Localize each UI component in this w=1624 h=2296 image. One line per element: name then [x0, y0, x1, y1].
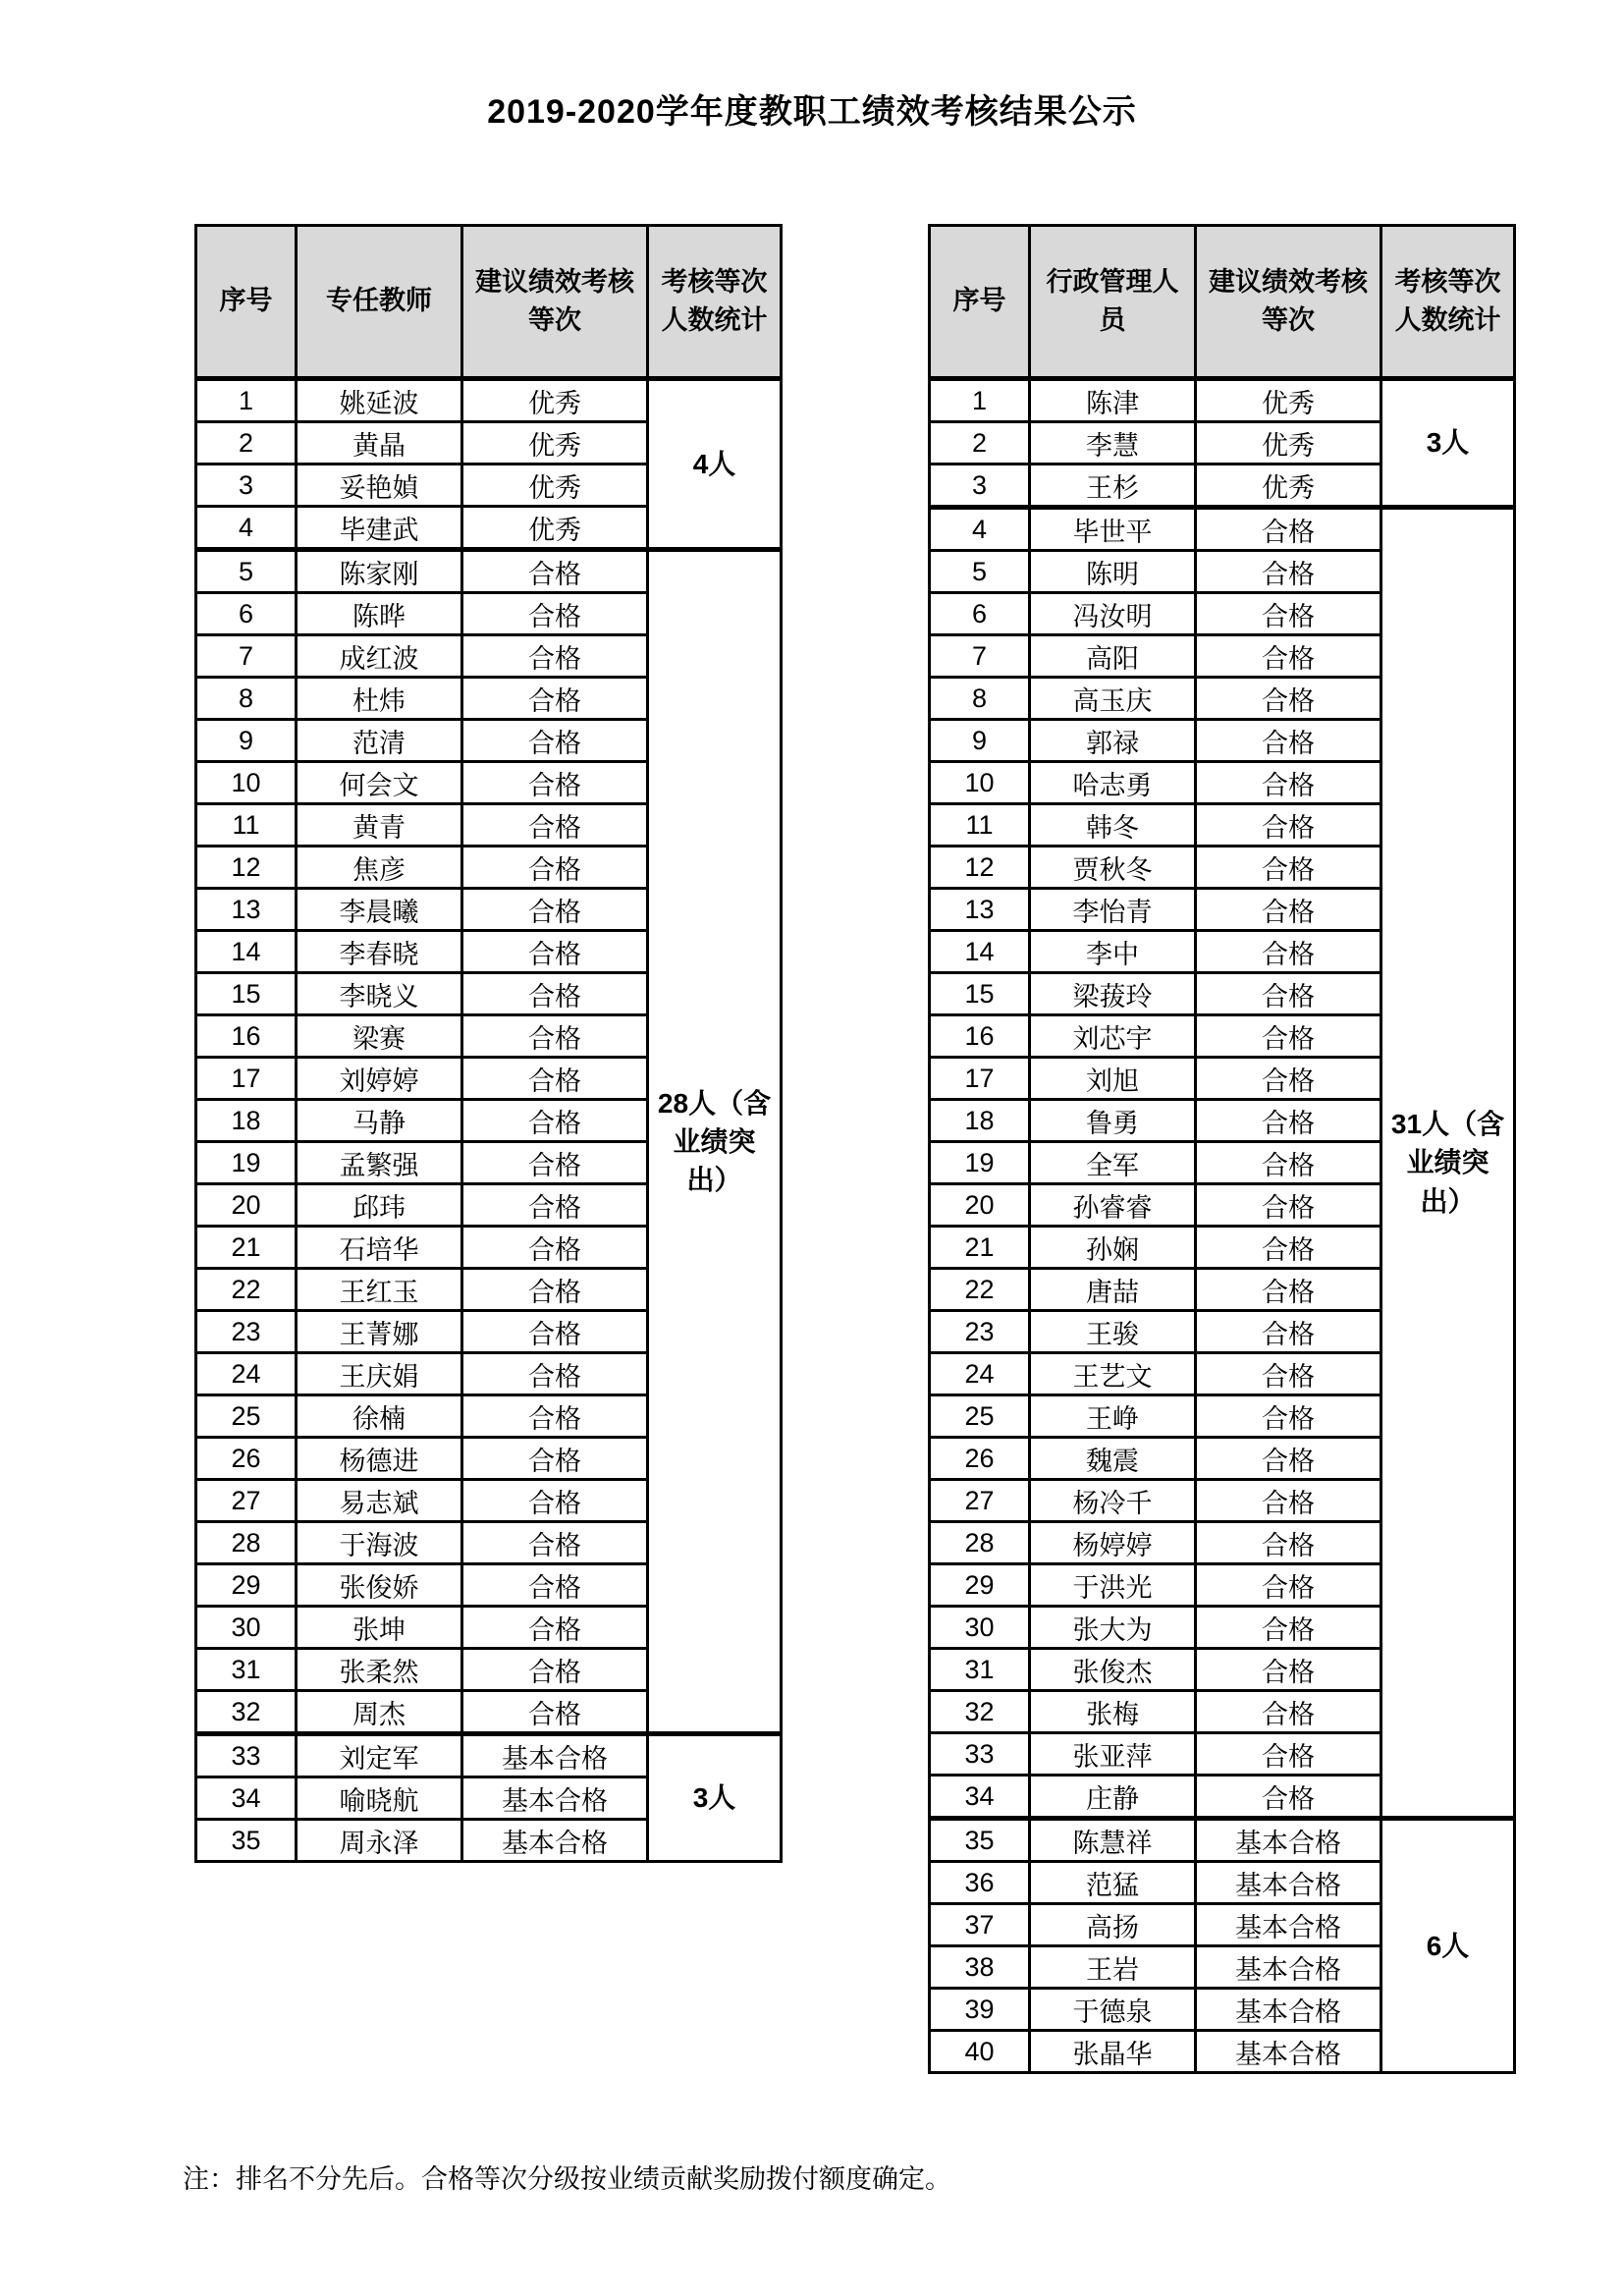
table-row — [930, 508, 1515, 551]
grade-cell: 基本合格 — [462, 1820, 648, 1862]
tables-row — [194, 224, 1624, 2074]
row-number-cell: 36 — [930, 1862, 1030, 1904]
count-cell: 3人 — [1381, 379, 1515, 508]
name-cell: 刘定军 — [297, 1734, 462, 1777]
name-cell: 李春晓 — [297, 931, 462, 973]
grade-cell: 合格 — [1196, 551, 1381, 593]
grade-cell: 合格 — [1196, 1480, 1381, 1522]
name-cell: 贾秋冬 — [1030, 847, 1196, 889]
row-number-cell: 16 — [930, 1015, 1030, 1058]
row-number-cell: 18 — [930, 1100, 1030, 1142]
name-cell: 杨德进 — [297, 1438, 462, 1480]
row-number-cell: 32 — [930, 1691, 1030, 1733]
column-header: 建议绩效考核等次 — [1196, 226, 1381, 379]
name-cell: 高玉庆 — [1030, 678, 1196, 720]
row-number-cell: 12 — [930, 847, 1030, 889]
name-cell: 王峥 — [1030, 1395, 1196, 1438]
row-number-cell: 27 — [930, 1480, 1030, 1522]
name-cell: 庄静 — [1030, 1776, 1196, 1819]
grade-cell: 合格 — [1196, 1269, 1381, 1311]
grade-cell: 合格 — [1196, 1353, 1381, 1395]
grade-cell: 合格 — [1196, 847, 1381, 889]
grade-cell: 合格 — [462, 931, 648, 973]
grade-cell: 合格 — [462, 1142, 648, 1184]
row-number-cell: 34 — [930, 1776, 1030, 1819]
row-number-cell: 28 — [930, 1522, 1030, 1564]
name-cell: 李晨曦 — [297, 889, 462, 931]
name-cell: 范猛 — [1030, 1862, 1196, 1904]
row-number-cell: 25 — [196, 1395, 297, 1438]
grade-cell: 合格 — [462, 1395, 648, 1438]
row-number-cell: 9 — [930, 720, 1030, 762]
row-number-cell: 28 — [196, 1522, 297, 1564]
row-number-cell: 2 — [930, 422, 1030, 465]
name-cell: 刘婷婷 — [297, 1058, 462, 1100]
grade-cell: 合格 — [1196, 678, 1381, 720]
grade-cell: 优秀 — [462, 507, 648, 550]
grade-cell: 合格 — [462, 847, 648, 889]
grade-cell: 优秀 — [1196, 379, 1381, 422]
grade-cell: 合格 — [462, 1058, 648, 1100]
column-header: 行政管理人员 — [1030, 226, 1196, 379]
name-cell: 徐楠 — [297, 1395, 462, 1438]
grade-cell: 合格 — [1196, 1522, 1381, 1564]
name-cell: 孙睿睿 — [1030, 1184, 1196, 1227]
row-number-cell: 31 — [196, 1649, 297, 1691]
column-header: 序号 — [930, 226, 1030, 379]
name-cell: 邱玮 — [297, 1184, 462, 1227]
row-number-cell: 23 — [930, 1311, 1030, 1353]
name-cell: 张柔然 — [297, 1649, 462, 1691]
row-number-cell: 21 — [196, 1227, 297, 1269]
name-cell: 于德泉 — [1030, 1989, 1196, 2031]
row-number-cell: 8 — [196, 678, 297, 720]
name-cell: 王岩 — [1030, 1946, 1196, 1989]
name-cell: 魏震 — [1030, 1438, 1196, 1480]
row-number-cell: 12 — [196, 847, 297, 889]
header-row — [196, 226, 782, 379]
name-cell: 毕建武 — [297, 507, 462, 550]
name-cell: 郭禄 — [1030, 720, 1196, 762]
row-number-cell: 8 — [930, 678, 1030, 720]
grade-cell: 合格 — [1196, 762, 1381, 804]
table-row — [930, 379, 1515, 422]
name-cell: 梁赛 — [297, 1015, 462, 1058]
name-cell: 高阳 — [1030, 635, 1196, 678]
grade-cell: 基本合格 — [1196, 1904, 1381, 1946]
teachers-table — [194, 224, 783, 1863]
grade-cell: 优秀 — [1196, 465, 1381, 508]
row-number-cell: 4 — [196, 507, 297, 550]
name-cell: 刘芯宇 — [1030, 1015, 1196, 1058]
grade-cell: 合格 — [462, 720, 648, 762]
grade-cell: 合格 — [462, 1353, 648, 1395]
grade-cell: 合格 — [462, 1564, 648, 1607]
column-header: 考核等次人数统计 — [1381, 226, 1515, 379]
name-cell: 妥艳媜 — [297, 465, 462, 507]
name-cell: 石培华 — [297, 1227, 462, 1269]
grade-cell: 合格 — [462, 550, 648, 593]
grade-cell: 合格 — [1196, 889, 1381, 931]
row-number-cell: 34 — [196, 1777, 297, 1820]
name-cell: 张亚萍 — [1030, 1733, 1196, 1776]
name-cell: 陈家刚 — [297, 550, 462, 593]
name-cell: 何会文 — [297, 762, 462, 804]
row-number-cell: 33 — [196, 1734, 297, 1777]
row-number-cell: 24 — [930, 1353, 1030, 1395]
grade-cell: 合格 — [462, 593, 648, 635]
row-number-cell: 31 — [930, 1649, 1030, 1691]
row-number-cell: 18 — [196, 1100, 297, 1142]
grade-cell: 优秀 — [462, 379, 648, 422]
grade-cell: 合格 — [1196, 720, 1381, 762]
row-number-cell: 21 — [930, 1227, 1030, 1269]
grade-cell: 合格 — [1196, 1311, 1381, 1353]
row-number-cell: 30 — [930, 1607, 1030, 1649]
row-number-cell: 10 — [196, 762, 297, 804]
row-number-cell: 17 — [930, 1058, 1030, 1100]
grade-cell: 基本合格 — [1196, 1819, 1381, 1862]
row-number-cell: 13 — [930, 889, 1030, 931]
name-cell: 张晶华 — [1030, 2031, 1196, 2073]
grade-cell: 合格 — [1196, 635, 1381, 678]
row-number-cell: 15 — [930, 973, 1030, 1015]
row-number-cell: 1 — [930, 379, 1030, 422]
row-number-cell: 5 — [930, 551, 1030, 593]
name-cell: 喻晓航 — [297, 1777, 462, 1820]
row-number-cell: 3 — [930, 465, 1030, 508]
name-cell: 于洪光 — [1030, 1564, 1196, 1607]
row-number-cell: 20 — [196, 1184, 297, 1227]
name-cell: 易志斌 — [297, 1480, 462, 1522]
row-number-cell: 38 — [930, 1946, 1030, 1989]
grade-cell: 基本合格 — [1196, 2031, 1381, 2073]
grade-cell: 基本合格 — [1196, 1862, 1381, 1904]
count-cell: 3人 — [648, 1734, 782, 1862]
name-cell: 张俊娇 — [297, 1564, 462, 1607]
grade-cell: 合格 — [462, 1480, 648, 1522]
name-cell: 王骏 — [1030, 1311, 1196, 1353]
name-cell: 鲁勇 — [1030, 1100, 1196, 1142]
admin-staff-table — [928, 224, 1516, 2074]
row-number-cell: 22 — [196, 1269, 297, 1311]
row-number-cell: 22 — [930, 1269, 1030, 1311]
row-number-cell: 30 — [196, 1607, 297, 1649]
count-cell: 6人 — [1381, 1819, 1515, 2073]
row-number-cell: 15 — [196, 973, 297, 1015]
name-cell: 马静 — [297, 1100, 462, 1142]
name-cell: 哈志勇 — [1030, 762, 1196, 804]
name-cell: 陈津 — [1030, 379, 1196, 422]
name-cell: 杨冷千 — [1030, 1480, 1196, 1522]
name-cell: 杜炜 — [297, 678, 462, 720]
row-number-cell: 4 — [930, 508, 1030, 551]
name-cell: 张俊杰 — [1030, 1649, 1196, 1691]
row-number-cell: 40 — [930, 2031, 1030, 2073]
grade-cell: 合格 — [1196, 1058, 1381, 1100]
grade-cell: 合格 — [462, 1438, 648, 1480]
column-header: 考核等次人数统计 — [648, 226, 782, 379]
grade-cell: 合格 — [462, 1100, 648, 1142]
name-cell: 杨婷婷 — [1030, 1522, 1196, 1564]
name-cell: 黄青 — [297, 804, 462, 847]
name-cell: 孟繁强 — [297, 1142, 462, 1184]
name-cell: 梁菝玲 — [1030, 973, 1196, 1015]
count-cell: 31人（含业绩突出） — [1381, 508, 1515, 1819]
grade-cell: 合格 — [462, 1227, 648, 1269]
grade-cell: 合格 — [1196, 1015, 1381, 1058]
count-cell: 4人 — [648, 379, 782, 550]
grade-cell: 合格 — [462, 1269, 648, 1311]
name-cell: 周永泽 — [297, 1820, 462, 1862]
column-header: 序号 — [196, 226, 297, 379]
name-cell: 高扬 — [1030, 1904, 1196, 1946]
name-cell: 焦彦 — [297, 847, 462, 889]
name-cell: 王菁娜 — [297, 1311, 462, 1353]
grade-cell: 合格 — [1196, 1649, 1381, 1691]
grade-cell: 合格 — [1196, 1691, 1381, 1733]
name-cell: 姚延波 — [297, 379, 462, 422]
row-number-cell: 33 — [930, 1733, 1030, 1776]
name-cell: 王杉 — [1030, 465, 1196, 508]
name-cell: 韩冬 — [1030, 804, 1196, 847]
grade-cell: 基本合格 — [462, 1777, 648, 1820]
column-header: 专任教师 — [297, 226, 462, 379]
row-number-cell: 24 — [196, 1353, 297, 1395]
row-number-cell: 32 — [196, 1691, 297, 1734]
grade-cell: 合格 — [462, 1184, 648, 1227]
grade-cell: 合格 — [1196, 1184, 1381, 1227]
row-number-cell: 14 — [930, 931, 1030, 973]
name-cell: 张梅 — [1030, 1691, 1196, 1733]
grade-cell: 合格 — [1196, 1142, 1381, 1184]
row-number-cell: 23 — [196, 1311, 297, 1353]
name-cell: 李慧 — [1030, 422, 1196, 465]
grade-cell: 合格 — [1196, 1733, 1381, 1776]
row-number-cell: 35 — [196, 1820, 297, 1862]
name-cell: 孙娴 — [1030, 1227, 1196, 1269]
row-number-cell: 27 — [196, 1480, 297, 1522]
grade-cell: 合格 — [1196, 1438, 1381, 1480]
row-number-cell: 37 — [930, 1904, 1030, 1946]
grade-cell: 合格 — [1196, 931, 1381, 973]
table-row — [196, 550, 782, 593]
name-cell: 刘旭 — [1030, 1058, 1196, 1100]
name-cell: 范清 — [297, 720, 462, 762]
name-cell: 唐喆 — [1030, 1269, 1196, 1311]
row-number-cell: 26 — [196, 1438, 297, 1480]
row-number-cell: 7 — [930, 635, 1030, 678]
row-number-cell: 7 — [196, 635, 297, 678]
grade-cell: 基本合格 — [462, 1734, 648, 1777]
grade-cell: 合格 — [1196, 973, 1381, 1015]
grade-cell: 合格 — [1196, 804, 1381, 847]
row-number-cell: 13 — [196, 889, 297, 931]
name-cell: 全军 — [1030, 1142, 1196, 1184]
table-row — [930, 1819, 1515, 1862]
column-header: 建议绩效考核等次 — [462, 226, 648, 379]
grade-cell: 合格 — [462, 1607, 648, 1649]
grade-cell: 合格 — [462, 1649, 648, 1691]
grade-cell: 基本合格 — [1196, 1946, 1381, 1989]
grade-cell: 合格 — [462, 1522, 648, 1564]
row-number-cell: 11 — [930, 804, 1030, 847]
name-cell: 毕世平 — [1030, 508, 1196, 551]
grade-cell: 合格 — [462, 762, 648, 804]
page-title: 2019-2020学年度教职工绩效考核结果公示 — [487, 93, 1137, 131]
grade-cell: 基本合格 — [1196, 1989, 1381, 2031]
grade-cell: 合格 — [1196, 1100, 1381, 1142]
row-number-cell: 6 — [196, 593, 297, 635]
row-number-cell: 29 — [930, 1564, 1030, 1607]
row-number-cell: 26 — [930, 1438, 1030, 1480]
grade-cell: 合格 — [462, 1311, 648, 1353]
name-cell: 黄晶 — [297, 422, 462, 465]
row-number-cell: 20 — [930, 1184, 1030, 1227]
grade-cell: 合格 — [1196, 508, 1381, 551]
grade-cell: 优秀 — [462, 465, 648, 507]
name-cell: 王庆娟 — [297, 1353, 462, 1395]
row-number-cell: 6 — [930, 593, 1030, 635]
name-cell: 王艺文 — [1030, 1353, 1196, 1395]
row-number-cell: 35 — [930, 1819, 1030, 1862]
table-row — [196, 1734, 782, 1777]
row-number-cell: 11 — [196, 804, 297, 847]
row-number-cell: 29 — [196, 1564, 297, 1607]
row-number-cell: 5 — [196, 550, 297, 593]
name-cell: 成红波 — [297, 635, 462, 678]
name-cell: 张大为 — [1030, 1607, 1196, 1649]
row-number-cell: 1 — [196, 379, 297, 422]
grade-cell: 合格 — [462, 678, 648, 720]
name-cell: 陈晔 — [297, 593, 462, 635]
grade-cell: 合格 — [1196, 1607, 1381, 1649]
grade-cell: 合格 — [1196, 593, 1381, 635]
row-number-cell: 2 — [196, 422, 297, 465]
name-cell: 李中 — [1030, 931, 1196, 973]
count-cell: 28人（含业绩突出） — [648, 550, 782, 1734]
row-number-cell: 25 — [930, 1395, 1030, 1438]
name-cell: 冯汝明 — [1030, 593, 1196, 635]
name-cell: 张坤 — [297, 1607, 462, 1649]
row-number-cell: 16 — [196, 1015, 297, 1058]
row-number-cell: 39 — [930, 1989, 1030, 2031]
name-cell: 李晓义 — [297, 973, 462, 1015]
header-row — [930, 226, 1515, 379]
name-cell: 于海波 — [297, 1522, 462, 1564]
row-number-cell: 17 — [196, 1058, 297, 1100]
name-cell: 陈慧祥 — [1030, 1819, 1196, 1862]
grade-cell: 合格 — [1196, 1776, 1381, 1819]
table-row — [196, 379, 782, 422]
footer-note: 注：排名不分先后。合格等次分级按业绩贡献奖励拨付额度确定。 — [183, 2164, 951, 2194]
row-number-cell: 10 — [930, 762, 1030, 804]
grade-cell: 合格 — [462, 973, 648, 1015]
name-cell: 王红玉 — [297, 1269, 462, 1311]
row-number-cell: 19 — [930, 1142, 1030, 1184]
grade-cell: 合格 — [1196, 1564, 1381, 1607]
row-number-cell: 19 — [196, 1142, 297, 1184]
grade-cell: 合格 — [462, 889, 648, 931]
grade-cell: 合格 — [462, 804, 648, 847]
grade-cell: 合格 — [462, 1015, 648, 1058]
row-number-cell: 14 — [196, 931, 297, 973]
grade-cell: 合格 — [462, 1691, 648, 1734]
grade-cell: 合格 — [462, 635, 648, 678]
row-number-cell: 9 — [196, 720, 297, 762]
grade-cell: 合格 — [1196, 1227, 1381, 1269]
grade-cell: 优秀 — [462, 422, 648, 465]
grade-cell: 合格 — [1196, 1395, 1381, 1438]
grade-cell: 优秀 — [1196, 422, 1381, 465]
name-cell: 周杰 — [297, 1691, 462, 1734]
name-cell: 李怡青 — [1030, 889, 1196, 931]
name-cell: 陈明 — [1030, 551, 1196, 593]
row-number-cell: 3 — [196, 465, 297, 507]
